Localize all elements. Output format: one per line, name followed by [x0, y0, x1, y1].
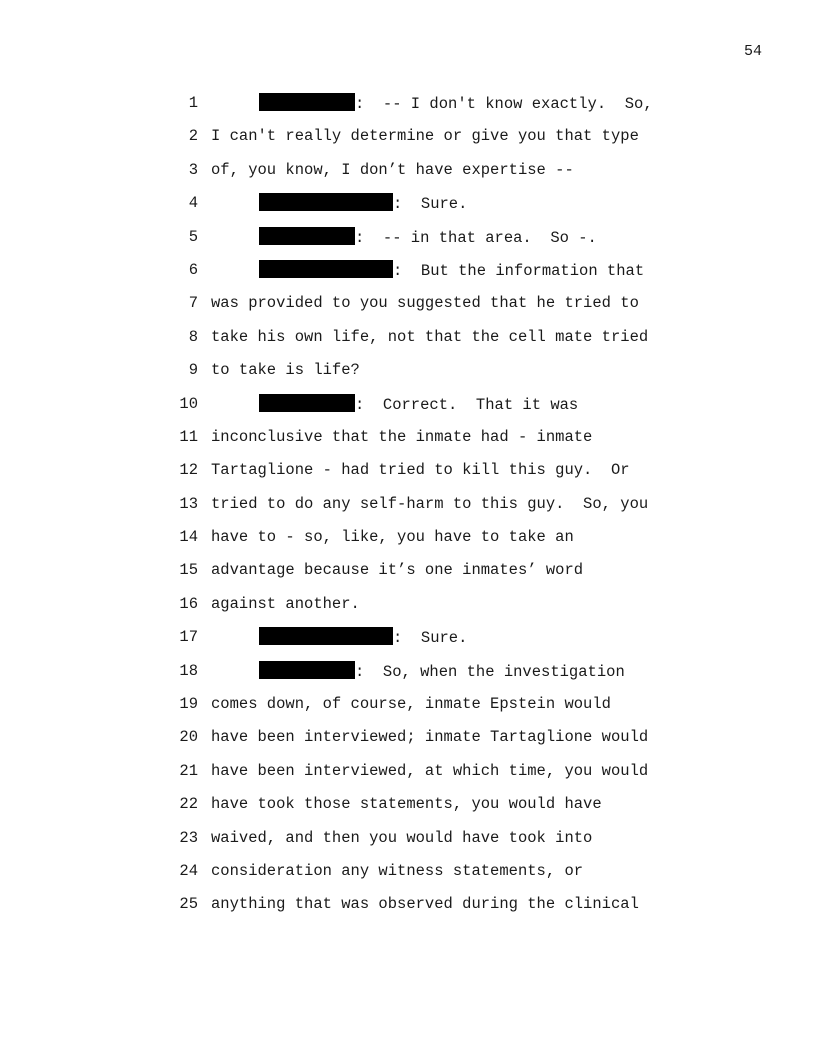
transcript-line: [0, 794, 816, 827]
line-text: [211, 460, 630, 480]
line-content: : -- I don't know exactly. So,: [355, 95, 653, 113]
line-text: [211, 160, 574, 180]
transcript-line: [0, 894, 816, 927]
transcript-line: [0, 293, 816, 326]
line-content: have been interviewed; inmate Tartaglione would: [211, 728, 649, 747]
line-content: of, you know, I don’t have expertise --: [211, 160, 574, 179]
line-number: 4: [188, 194, 198, 213]
line-number: 5: [188, 227, 198, 246]
line-content: have to - so, like, you have to take an: [211, 528, 574, 547]
line-content: take his own life, not that the cell mate tried: [211, 327, 649, 346]
line-content: : But the information that: [393, 261, 645, 280]
redaction-box: [259, 627, 393, 645]
line-number: 1: [188, 94, 198, 112]
line-content: Tartaglione - had tried to kill this guy. Or: [211, 461, 630, 480]
line-text: [211, 694, 611, 714]
line-number: 9: [188, 361, 198, 380]
line-content: : Sure.: [393, 195, 468, 214]
transcript-line: [0, 193, 816, 226]
line-text: [211, 828, 592, 848]
line-content: I can't really determine or give you that type: [211, 127, 639, 146]
line-number: 13: [179, 494, 198, 513]
line-number: 23: [179, 828, 198, 847]
line-text: [211, 527, 574, 547]
line-number: 22: [179, 795, 198, 814]
redaction-box: [259, 193, 393, 211]
transcript-line: [0, 661, 816, 694]
line-content: : -- in that area. So -.: [355, 228, 597, 247]
line-content: to take is life?: [211, 361, 360, 380]
transcript-line: [0, 527, 816, 560]
transcript-line: [0, 694, 816, 727]
line-content: inconclusive that the inmate had - inmate: [211, 427, 593, 446]
transcript-line: [0, 494, 816, 527]
transcript-line: [0, 861, 816, 894]
transcript-body: [0, 93, 816, 928]
line-text: [211, 761, 648, 781]
transcript-line: [0, 327, 816, 360]
transcript-line: [0, 227, 816, 260]
transcript-line: [0, 594, 816, 627]
transcript-line: [0, 761, 816, 794]
line-number: 24: [179, 861, 198, 880]
line-text: [259, 227, 597, 248]
line-text: [211, 427, 592, 447]
line-text: [259, 661, 625, 682]
line-content: advantage because it’s one inmates’ word: [211, 561, 584, 580]
line-content: have been interviewed, at which time, you would: [211, 761, 649, 780]
line-number: 3: [188, 160, 198, 179]
line-content: anything that was observed during the clinical: [211, 895, 639, 914]
redaction-box: [259, 93, 355, 111]
transcript-line: [0, 627, 816, 660]
transcript-line: [0, 93, 816, 126]
line-number: 17: [179, 628, 198, 647]
transcript-line: [0, 427, 816, 460]
line-number: 15: [179, 561, 198, 580]
transcript-line: [0, 560, 816, 593]
line-text: [259, 260, 644, 281]
transcript-line: [0, 360, 816, 393]
line-number: 11: [179, 427, 198, 446]
line-text: [211, 360, 360, 380]
transcript-line: [0, 126, 816, 159]
line-content: was provided to you suggested that he tried to: [211, 294, 639, 313]
redaction-box: [259, 394, 355, 412]
line-content: : Sure.: [393, 629, 468, 648]
line-content: against another.: [211, 594, 360, 613]
line-text: [211, 560, 583, 580]
line-number: 14: [179, 528, 198, 547]
line-text: [259, 394, 578, 415]
line-number: 12: [179, 461, 198, 480]
transcript-line: [0, 394, 816, 427]
line-text: [211, 494, 648, 514]
line-number: 18: [179, 661, 198, 680]
transcript-line: [0, 460, 816, 493]
line-text: [211, 794, 602, 814]
transcript-line: [0, 160, 816, 193]
line-text: [211, 894, 639, 914]
line-number: 25: [179, 895, 198, 914]
line-number: 21: [179, 761, 198, 780]
line-number: 20: [179, 728, 198, 747]
line-number: 16: [179, 594, 198, 613]
line-content: : Correct. That it was: [355, 395, 579, 414]
line-text: [259, 193, 467, 214]
line-text: [259, 627, 467, 648]
page-number: 54: [743, 43, 762, 60]
line-text: [211, 594, 360, 614]
redaction-box: [259, 227, 355, 245]
line-content: comes down, of course, inmate Epstein would: [211, 695, 611, 714]
line-content: tried to do any self-harm to this guy. So, you: [211, 494, 649, 513]
line-number: 2: [188, 127, 198, 146]
line-text: [211, 727, 648, 747]
line-content: waived, and then you would have took into: [211, 828, 593, 847]
line-number: 6: [188, 260, 198, 279]
line-number: 7: [188, 294, 198, 313]
transcript-line: [0, 828, 816, 861]
transcript-line: [0, 260, 816, 293]
line-content: : So, when the investigation: [355, 662, 625, 681]
line-text: [211, 327, 648, 347]
redaction-box: [259, 260, 393, 278]
line-number: 10: [179, 394, 198, 413]
redaction-box: [259, 661, 355, 679]
line-number: 8: [188, 327, 198, 346]
line-content: have took those statements, you would have: [211, 795, 602, 814]
line-text: [211, 861, 583, 881]
line-text: [211, 293, 639, 313]
transcript-line: [0, 727, 816, 760]
line-text: [259, 93, 653, 114]
line-text: [211, 126, 639, 146]
line-content: consideration any witness statements, or: [211, 861, 584, 880]
line-number: 19: [179, 695, 198, 714]
